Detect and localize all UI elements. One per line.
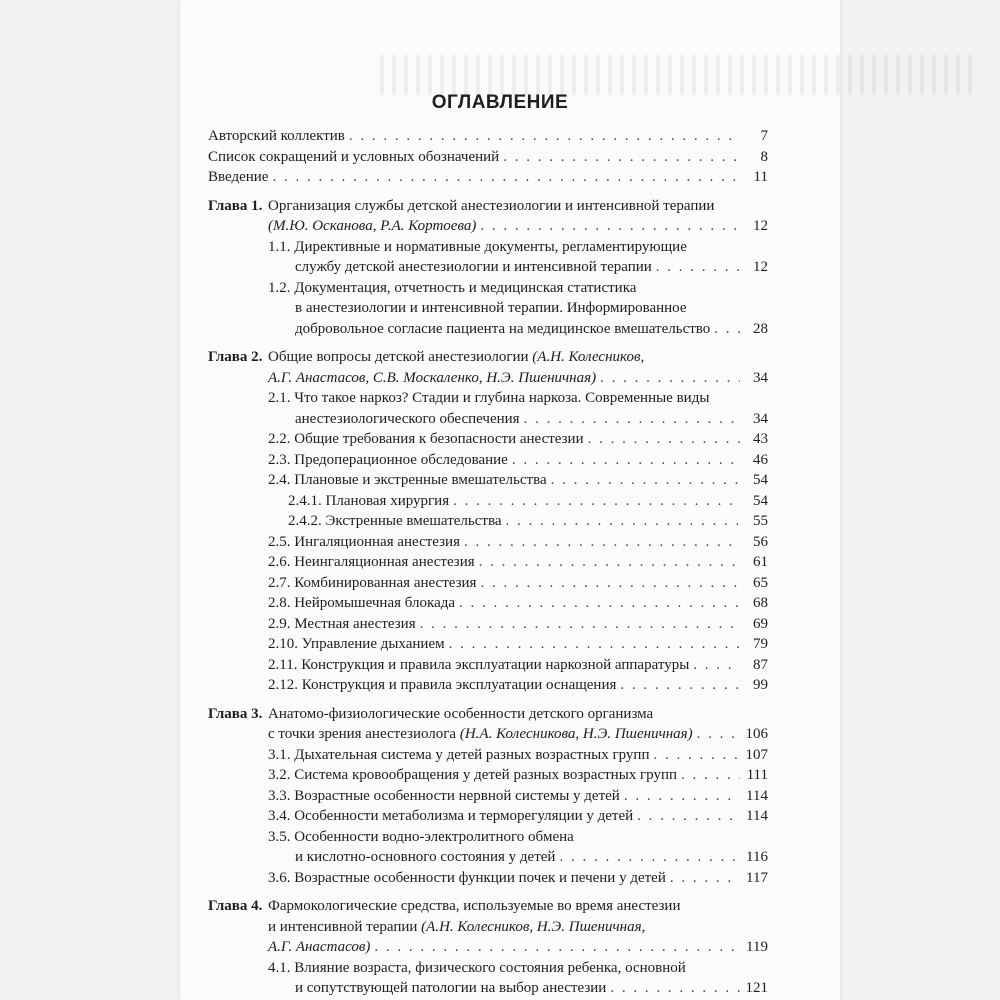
toc-page-number: 106	[745, 726, 768, 742]
leader-dots	[459, 593, 740, 614]
toc-page-number: 43	[753, 431, 768, 447]
leader-dots	[693, 655, 740, 676]
section-label: 4.1. Влияние возраста, физического состояния ребенка, основной	[268, 959, 686, 976]
toc-entry	[208, 573, 768, 594]
section-label: 3.2. Система кровообращения у детей разных возрастных групп	[268, 767, 678, 783]
section-label: и сопутствующей патологии на выбор анестезии	[295, 980, 607, 996]
section-label: добровольное согласие пациента на медицинское вмешательство	[295, 320, 711, 337]
toc-entry-label: Авторский коллектив	[208, 128, 345, 144]
chapter-authors: (М.Ю. Осканова, Р.А. Кортоева)	[268, 218, 477, 234]
chapter-title: Общие вопросы детской анестезиологии	[268, 349, 529, 365]
section-label: 2.4.2. Экстренные вмешательства	[288, 513, 502, 529]
chapter-authors: А.Г. Анастасов, С.В. Москаленко, Н.Э. Пшеничная)	[268, 369, 597, 386]
section-label: 1.2. Документация, отчетность и медицинская статистика	[268, 279, 637, 296]
toc-entry-label: Введение	[208, 169, 269, 185]
toc-entry	[208, 655, 768, 676]
toc-entry	[208, 614, 768, 635]
toc-page-number: 87	[753, 656, 768, 673]
toc-page-number: 65	[753, 574, 768, 591]
section-label: 2.6. Неингаляционная анестезия	[268, 554, 475, 570]
section-label: 1.1. Директивные и нормативные документы, регламентирующие	[268, 238, 687, 255]
leader-dots	[272, 167, 740, 188]
leader-dots	[506, 511, 740, 532]
page-title: ОГЛАВЛЕНИЕ	[431, 92, 569, 113]
section-label: 2.3. Предоперационное обследование	[268, 451, 508, 468]
leader-dots	[503, 147, 740, 168]
toc-entry	[208, 675, 768, 696]
toc-page-number: 12	[753, 218, 768, 234]
toc-page-number: 12	[753, 259, 768, 275]
toc-entry-label: Список сокращений и условных обозначений	[208, 148, 500, 165]
leader-dots	[714, 319, 740, 340]
leader-dots	[624, 786, 740, 807]
chapter-label: Глава 4.	[208, 898, 263, 914]
leader-dots	[524, 409, 740, 430]
leader-dots	[681, 765, 740, 786]
chapter-2	[208, 347, 768, 696]
section-label: 2.12. Конструкция и правила эксплуатации оснащения	[268, 677, 617, 693]
toc-entry	[208, 806, 768, 827]
toc-entry	[208, 745, 768, 766]
chapter-title: Организация службы детской анестезиологии и интенсивной терапии	[268, 197, 715, 214]
leader-dots	[670, 868, 740, 889]
toc-entry	[208, 470, 768, 491]
toc-page-number: 46	[753, 451, 768, 468]
section-label: 2.5. Ингаляционная анестезия	[268, 533, 460, 550]
toc-page-number: 55	[753, 513, 768, 529]
table-of-contents	[208, 126, 768, 999]
leader-dots	[480, 216, 740, 237]
section-label: 3.4. Особенности метаболизма и терморегуляции у детей	[268, 808, 634, 824]
leader-dots	[620, 675, 740, 696]
toc-entry	[208, 450, 768, 471]
chapter-authors: (А.Н. Колесников,	[532, 349, 645, 365]
leader-dots	[512, 450, 740, 471]
toc-entry	[208, 429, 768, 450]
bleed-through-text	[380, 55, 980, 95]
section-label: 2.9. Местная анестезия	[268, 615, 416, 632]
toc-page-number: 11	[753, 169, 768, 185]
toc-entry	[208, 786, 768, 807]
leader-dots	[551, 470, 740, 491]
toc-page-number: 121	[745, 980, 768, 996]
toc-page-number: 54	[753, 492, 768, 509]
toc-page-number: 111	[746, 767, 768, 783]
leader-dots	[653, 745, 740, 766]
leader-dots	[588, 429, 740, 450]
chapter-1	[208, 196, 768, 340]
toc-page-number: 116	[746, 849, 768, 865]
chapter-authors: (А.Н. Колесников, Н.Э. Пшеничная,	[421, 918, 646, 935]
chapter-3	[208, 704, 768, 889]
chapter-3-sections	[208, 745, 768, 827]
section-label: 2.7. Комбинированная анестезия	[268, 574, 477, 591]
leader-dots	[420, 614, 740, 635]
toc-page-number: 8	[760, 148, 768, 165]
toc-page-number: 28	[753, 320, 768, 337]
toc-page-number: 79	[753, 636, 768, 652]
toc-page-number: 114	[746, 808, 768, 824]
leader-dots	[637, 806, 740, 827]
leader-dots	[610, 978, 740, 999]
toc-page-number: 114	[746, 787, 768, 804]
toc-page-number: 117	[746, 869, 768, 886]
toc-page-number: 99	[753, 677, 768, 693]
toc-entry	[208, 491, 768, 512]
section-label: 3.5. Особенности водно-электролитного обмена	[268, 828, 574, 845]
leader-dots	[656, 257, 740, 278]
toc-page-number: 34	[753, 410, 768, 427]
section-label: 2.11. Конструкция и правила эксплуатации наркозной аппаратуры	[268, 656, 690, 673]
chapter-4	[208, 896, 768, 999]
section-label: службу детской анестезиологии и интенсивной терапии	[295, 259, 652, 275]
leader-dots	[449, 634, 740, 655]
toc-entry	[208, 593, 768, 614]
chapter-label: Глава 3.	[208, 705, 263, 722]
chapter-title: Анатомо-физиологические особенности детского организма	[268, 705, 654, 722]
leader-dots	[453, 491, 740, 512]
toc-entry	[208, 765, 768, 786]
section-label: 2.4. Плановые и экстренные вмешательства	[268, 472, 547, 488]
toc-entry-authors	[208, 126, 768, 147]
section-label: в анестезиологии и интенсивной терапии. Информированное	[295, 300, 687, 316]
section-label: 2.10. Управление дыханием	[268, 636, 445, 652]
section-label: 2.1. Что такое наркоз? Стадии и глубина наркоза. Современные виды	[268, 390, 710, 406]
leader-dots	[600, 368, 740, 389]
section-label: анестезиологического обеспечения	[295, 410, 520, 427]
section-label: 2.4.1. Плановая хирургия	[288, 492, 450, 509]
toc-entry-introduction	[208, 167, 768, 188]
section-label: и кислотно-основного состояния у детей	[295, 849, 556, 865]
toc-page-number: 107	[745, 746, 768, 763]
toc-page-number: 119	[746, 939, 768, 955]
section-label: 3.1. Дыхательная система у детей разных возрастных групп	[268, 746, 650, 763]
leader-dots	[697, 724, 740, 745]
toc-page-number: 54	[753, 472, 768, 488]
section-label: 3.6. Возрастные особенности функции почек и печени у детей	[268, 869, 666, 886]
chapter-label: Глава 1.	[208, 197, 263, 214]
section-label: 2.2. Общие требования к безопасности анестезии	[268, 431, 584, 447]
section-label: 2.8. Нейромышечная блокада	[268, 595, 456, 611]
chapter-authors: (Н.А. Колесникова, Н.Э. Пшеничная)	[459, 726, 693, 742]
chapter-2-sections	[208, 429, 768, 696]
toc-entry	[208, 634, 768, 655]
toc-page-number: 56	[753, 533, 768, 550]
toc-entry	[208, 552, 768, 573]
toc-entry-abbreviations	[208, 147, 768, 168]
chapter-authors: А.Г. Анастасов)	[268, 939, 371, 955]
section-label: 3.3. Возрастные особенности нервной системы у детей	[268, 787, 620, 804]
toc-page-number: 61	[753, 554, 768, 570]
toc-entry	[208, 532, 768, 553]
leader-dots	[559, 847, 740, 868]
toc-page-number: 69	[753, 615, 768, 632]
leader-dots	[479, 552, 740, 573]
leader-dots	[374, 937, 740, 958]
chapter-title: и интенсивной терапии	[268, 918, 418, 935]
leader-dots	[480, 573, 740, 594]
toc-entry	[208, 511, 768, 532]
chapter-title: с точки зрения анестезиолога	[268, 726, 457, 742]
leader-dots	[464, 532, 740, 553]
leader-dots	[349, 126, 740, 147]
toc-page-number: 34	[753, 369, 768, 386]
toc-page-number: 7	[760, 128, 768, 144]
toc-page-number: 68	[753, 595, 768, 611]
chapter-label: Глава 2.	[208, 349, 263, 365]
chapter-title: Фармокологические средства, используемые во время анестезии	[268, 898, 681, 914]
